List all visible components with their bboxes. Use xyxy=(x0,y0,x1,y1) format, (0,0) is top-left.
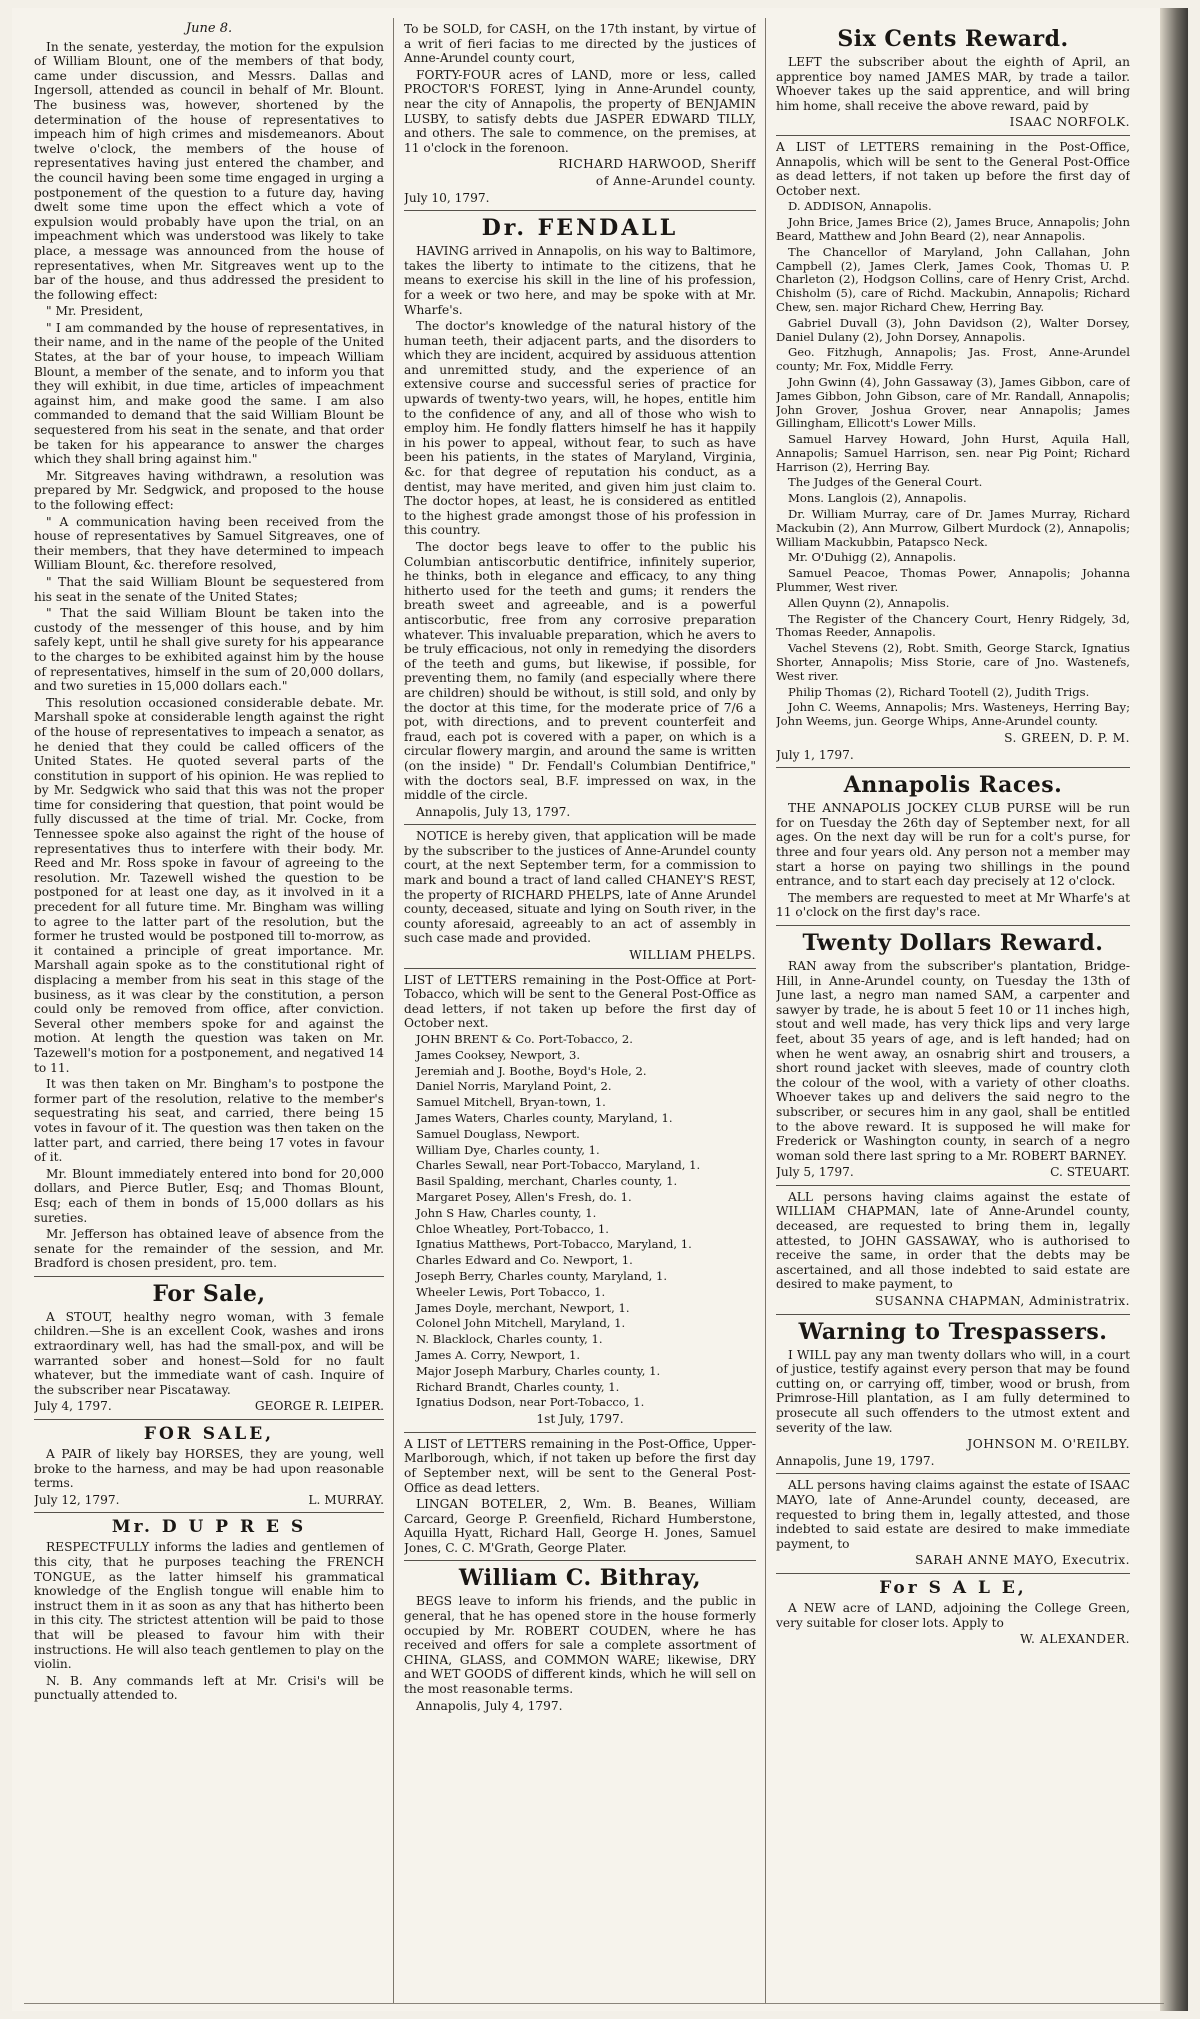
letters-port-tobacco-heading: LIST of LETTERS remaining in the Post-Office at Port-Tobacco, which will be sent to the General Post-Office as dead letters, if not taken up before the first day of October next. xyxy=(404,972,756,1031)
letter-entry: Geo. Fitzhugh, Annapolis; Jas. Frost, Anne-Arundel county; Mr. Fox, Middle Ferry. xyxy=(776,345,1130,374)
letter-entry: Samuel Mitchell, Bryan-town, 1. xyxy=(416,1095,606,1110)
ad-heading-dupres: Mr. D U P R E S xyxy=(111,1517,307,1538)
mayo-body: ALL persons having claims against the estate of ISAAC MAYO, late of Anne-Arundel county, deceased, are requested to bring them in, legally attested, and those indebted to said estate are desired to make immediate payment, to xyxy=(776,1478,1130,1551)
newspaper-page xyxy=(12,8,1188,2011)
letter-entry: Samuel Harvey Howard, John Hurst, Aquila Hall, Annapolis; Samuel Harrison, sen. near Pig Point; Richard Harrison (2), Herring Bay. xyxy=(776,432,1130,474)
mayo-signature: SARAH ANNE MAYO, Executrix. xyxy=(915,1553,1130,1568)
fendall-knowledge: The doctor's knowledge of the natural history of the human teeth, their adjacent parts, and the disorders to which they are incident, acquired by assiduous attention and unremitted study, and the experience of an extensive course and successful series of practice for upwards of twenty-two years, will, he hopes, entitle him to the confidence of any, and all of those who wish to employ him. He fondly flatters himself he has it happily in his power to appeal, without fear, to such as have been his patients, in the states of Maryland, Virginia, &c. for that degree of reputation his conduct, as a dentist, may have merited, and given him just claim to. The doctor hopes, at least, he is considered as entitled to the highest grade amongst those of his profession in this country. xyxy=(404,319,756,538)
races-meeting: The members are requested to meet at Mr Wharfe's at 11 o'clock on the first day's race. xyxy=(776,890,1130,920)
letter-entry: John Gwinn (4), John Gassaway (3), James Gibbon, care of James Gibbon, John Gibson, care of Mr. Randall, Annapolis; John Grover, Joshua Grover, near Annapolis; James Gillingham, Ellicott's Lower Mills. xyxy=(776,374,1130,431)
ad-date: July 5, 1797. xyxy=(776,1165,854,1180)
letter-entry: Richard Brandt, Charles county, 1. xyxy=(416,1379,620,1394)
ad-heading-twenty-dollars: Twenty Dollars Reward. xyxy=(802,929,1104,956)
fendall-dentifrice: The doctor begs leave to offer to the public his Columbian antiscorbutic dentifrice, infinitely superior, he thinks, both in elegance and efficacy, to any thing hitherto used for the teeth and gums; it renders the breath sweet and agreeable, and is a powerful antiscorbutic, free from any corrosive preparation whatever. This invaluable preparation, which he avers to be truly efficacious, not only in remedying the disorders of the teeth and gums, but likewise, if possible, for preventing them, no family (and especially where there are children) should be without, is still sold, and only by the doctor at this time, for the moderate price of 7/6 a pot, with directions, and to prevent counterfeit and fraud, each pot is covered with a paper, on which is a circular flowery margin, and around the same is written (on the inside) " Dr. Fendall's Columbian Dentifrice," with the doctors seal, B.F. impressed on wax, in the middle of the circle. xyxy=(404,540,756,803)
ad-signature: L. MURRAY. xyxy=(308,1492,384,1507)
letters-upper-marlborough-heading: A LIST of LETTERS remaining in the Post-Office, Upper-Marlborough, which, if not taken up before the first day of September next, will be sent to the General Post-Office as dead letters. xyxy=(404,1436,756,1495)
speech-salutation: " Mr. President, xyxy=(46,304,144,319)
letter-entry: Colonel John Mitchell, Maryland, 1. xyxy=(416,1316,626,1331)
column-rule xyxy=(765,18,766,2003)
communication-paragraph: " A communication having been received from the house of representatives by Samuel Sitgreaves, one of their members, that they have determined to impeach William Blount, &c. therefore resolved, xyxy=(34,514,384,573)
impeachment-speech: " I am commanded by the house of representatives, in their name, and in the name of the people of the United States, at the bar of your house, to impeach William Blount, a member of the senate, and to inform you that they will exhibit, in due time, articles of impeachment against him, and make good the same. I am also commanded to demand that the said William Blount be sequestered from his seat in the senate, and that order be taken for his appearance to answer the charges which they shall bring against him." xyxy=(34,320,384,467)
sheriff-sale-body: FORTY-FOUR acres of LAND, more or less, called PROCTOR'S FOREST, lying in Anne-Arundel county, near the city of Annapolis, the property of BENJAMIN LUSBY, to satisfy debts due JASPER EDWARD TILLY, and others. The sale to commence, on the premises, at 11 o'clock in the forenoon. xyxy=(404,67,756,155)
divider xyxy=(776,925,1130,926)
dateline: June 8. xyxy=(185,22,233,36)
letter-entry: Joseph Berry, Charles county, Maryland, 1. xyxy=(416,1268,668,1283)
letter-entry: James Doyle, merchant, Newport, 1. xyxy=(416,1300,630,1315)
divider xyxy=(404,824,756,825)
letter-entry: John C. Weems, Annapolis; Mrs. Wasteneys, Herring Bay; John Weems, jun. George Whips, Anne-Arundel county. xyxy=(776,700,1130,729)
ad-heading-bithray: William C. Bithray, xyxy=(458,1565,702,1592)
letters-annapolis-date: July 1, 1797. xyxy=(776,747,854,762)
divider xyxy=(776,1573,1130,1574)
letter-entry: Samuel Douglass, Newport. xyxy=(416,1126,580,1141)
letter-entry: Jeremiah and J. Boothe, Boyd's Hole, 2. xyxy=(416,1063,647,1078)
notice-body: NOTICE is hereby given, that application will be made by the subscriber to the justices of Anne-Arundel county court, at the next September term, for a commission to mark and bound a tract of land called CHANEY'S REST, the property of RICHARD PHELPS, late of Anne Arundel county, deceased, situate and lying on South river, in the county aforesaid, agreeably to an act of assembly in such case made and provided. xyxy=(404,829,756,946)
six-cents-signature: ISAAC NORFOLK. xyxy=(1009,115,1130,130)
debate-paragraph: This resolution occasioned considerable debate. Mr. Marshall spoke at considerable length against the right of the house of representatives to impeach a senator, as he denied that they could be called officers of the United States. He quoted several parts of the constitution in support of his opinion. He was replied to by Mr. Sedgwick who said that this was not the proper time for considering that question, that point would be fully discussed at the time of trial. Mr. Cocke, from Tennessee spoke also against the right of the house of representatives thus to interfere with their body. Mr. Reed and Mr. Ross spoke in favour of agreeing to the resolution. Mr. Tazewell wished the question to be postponed for at least one day, as it involved in it a precedent for all future time. Mr. Bingham was willing to agree to the latter part of the resolution, but the former he trusted would be postponed till to-morrow, as it contained a principle of great importance. Mr. Marshall again spoke as to the constitutional right of displacing a member from his seat in this stage of the business, as it was clear by the constitution, a person could only be removed from office, after conviction. Several other members spoke for and against the motion. At length the question was taken on Mr. Tazewell's motion for a postponement, and negatived 14 to 11. xyxy=(34,695,384,1075)
senate-report: In the senate, yesterday, the motion for the expulsion of William Blount, one of the members of that body, came under discussion, and Messrs. Dallas and Ingersoll, attended as council in behalf of Mr. Blount. The business was, however, shortened by the determination of the house of representatives to impeach him of high crimes and misdemeanors. About twelve o'clock, the members of the house of representatives having just entered the chamber, and the council having been some time engaged in urging a postponement of the question to a future day, having dwelt some time upon the effect which a vote of expulsion would probably have upon the trial, on an impeachment which was understood was likely to take place, a message was announced from the house of representatives, when Mr. Sitgreaves went up to the bar of the house, and thus addressed the president to the following effect: xyxy=(34,39,384,302)
letter-entry: Ignatius Matthews, Port-Tobacco, Maryland, 1. xyxy=(416,1237,692,1252)
letter-entry: James Waters, Charles county, Maryland, 1. xyxy=(416,1110,673,1125)
letters-annapolis-heading: A LIST of LETTERS remaining in the Post-Office, Annapolis, which will be sent to the General Post-Office as dead letters, if not taken up before the first day of October next. xyxy=(776,139,1130,198)
letters-port-tobacco-date: 1st July, 1797. xyxy=(536,1412,624,1427)
letter-entry: JOHN BRENT & Co. Port-Tobacco, 2. xyxy=(416,1032,633,1046)
notice-signature: WILLIAM PHELPS. xyxy=(629,948,756,963)
sheriff-signature: RICHARD HARWOOD, Sheriff xyxy=(558,157,756,172)
letter-entry: Ignatius Dodson, near Port-Tobacco, 1. xyxy=(416,1395,645,1410)
ad-signature: GEORGE R. LEIPER. xyxy=(254,1399,384,1414)
letter-entry: The Register of the Chancery Court, Henry Ridgely, 3d, Thomas Reeder, Annapolis. xyxy=(776,611,1130,640)
ad-heading-for-sale: For Sale, xyxy=(152,1280,266,1307)
ad-date: July 4, 1797. xyxy=(34,1399,112,1414)
letter-entry: Basil Spalding, merchant, Charles county, 1. xyxy=(416,1174,678,1189)
divider xyxy=(404,210,756,211)
twenty-dollars-body: RAN away from the subscriber's plantation, Bridge-Hill, in Anne-Arundel county, on Tuesday the 13th of June last, a negro man named SAM, a carpenter and sawyer by trade, he is about 5 feet 10 or 11 inches high, stout and well made, has very thick lips and very large feet, about 35 years of age, and is left handed; had on when he went away, an osnabrig shirt and trousers, a short round jacket with sleeves, made of country cloth the colour of the wool, with a variety of other cloaths. Whoever takes up and delivers the said negro to the subscriber, or secures him in any gaol, shall be entitled to the above reward. It is supposed he will make for Frederick or Washington county, in search of a negro woman sold there last spring to a Mr. ROBERT BARNEY. xyxy=(776,958,1130,1163)
divider xyxy=(776,1314,1130,1315)
resolution-intro: Mr. Sitgreaves having withdrawn, a resolution was prepared by Mr. Sedgwick, and proposed to the house to the following effect: xyxy=(34,468,384,512)
column-left xyxy=(34,22,384,2002)
trespass-body: I WILL pay any man twenty dollars who will, in a court of justice, testify against every person that may be found cutting on, or carrying off, timber, wood or brush, from Primrose-Hill plantation, as I am fully determined to prosecute all such offenders to the utmost extent and severity of the law. xyxy=(776,1347,1130,1435)
ad-horses-body: A PAIR of likely bay HORSES, they are young, well broke to the harness, and may be had upon reasonable terms. xyxy=(34,1447,384,1491)
letter-entry: William Dye, Charles county, 1. xyxy=(416,1142,600,1157)
letter-entry: Gabriel Duvall (3), John Davidson (2), Walter Dorsey, Daniel Dulany (2), John Dorsey, Annapolis. xyxy=(776,315,1130,344)
divider xyxy=(404,1560,756,1561)
jefferson-paragraph: Mr. Jefferson has obtained leave of absence from the senate for the remainder of the session, and Mr. Bradford is chosen president, pro. tem. xyxy=(34,1227,384,1271)
divider xyxy=(776,767,1130,768)
land-sale-body: A NEW acre of LAND, adjoining the College Green, very suitable for closer lots. Apply to xyxy=(776,1600,1130,1630)
sheriff-signature-county: of Anne-Arundel county. xyxy=(595,173,756,188)
ad-dupres-body: RESPECTFULLY informs the ladies and gentlemen of this city, that he purposes teaching the FRENCH TONGUE, as the latter himself his grammatical knowledge of the English tongue will enable him to instruct them in it as soon as any that has hitherto been in this city. The strictest attention will be paid to those that will be pleased to favour him with their instructions. He will also teach gentlemen to play on the violin. xyxy=(34,1540,384,1672)
bithray-body: BEGS leave to inform his friends, and the public in general, that he has opened store in the house formerly occupied by Mr. ROBERT COUDEN, where he has received and offers for sale a complete assortment of CHINA, GLASS, and COMMON WARE; likewise, DRY and WET GOODS of different kinds, which he will sell on the most reasonable terms. xyxy=(404,1594,756,1697)
page-binding-edge xyxy=(1160,8,1188,2011)
resolve-sequester: " That the said William Blount be sequestered from his seat in the senate of the United States; xyxy=(34,574,384,604)
letter-entry: Mr. O'Duhigg (2), Annapolis. xyxy=(788,550,957,565)
ad-heading-races: Annapolis Races. xyxy=(843,772,1063,799)
sheriff-date: July 10, 1797. xyxy=(404,190,490,205)
trespass-signature: JOHNSON M. O'REILBY. xyxy=(967,1437,1130,1452)
letters-port-tobacco-list xyxy=(404,1033,756,1410)
ad-heading-trespassers: Warning to Trespassers. xyxy=(798,1318,1108,1345)
letter-entry: Vachel Stevens (2), Robt. Smith, George Starck, Ignatius Shorter, Annapolis; Miss Storie, care of Jno. Wastenefs, West river. xyxy=(776,641,1130,683)
sheriff-sale-intro: To be SOLD, for CASH, on the 17th instant, by virtue of a writ of fieri facias to me directed by the justices of Anne-Arundel county court, xyxy=(404,22,756,66)
letter-entry: Charles Sewall, near Port-Tobacco, Maryland, 1. xyxy=(416,1158,701,1173)
letter-entry: Charles Edward and Co. Newport, 1. xyxy=(416,1253,633,1268)
divider xyxy=(404,1432,756,1433)
races-body: THE ANNAPOLIS JOCKEY CLUB PURSE will be run for on Tuesday the 26th day of September next, for all ages. On the next day will be run for a colt's purse, for three and four years old. Any person not a member may start a horse on paying two shillings in the pound entrance, and to start each day precisely at 12 o'clock. xyxy=(776,801,1130,889)
letter-entry: Philip Thomas (2), Richard Tootell (2), Judith Trigs. xyxy=(788,684,1090,699)
letter-entry: The Judges of the General Court. xyxy=(788,475,983,490)
divider xyxy=(34,1419,384,1420)
letter-entry: Margaret Posey, Allen's Fresh, do. 1. xyxy=(416,1189,632,1204)
letter-entry: D. ADDISON, Annapolis. xyxy=(788,199,932,214)
ad-heading-six-cents: Six Cents Reward. xyxy=(837,26,1069,52)
letter-entry: John S Haw, Charles county, 1. xyxy=(416,1205,597,1220)
letters-annapolis-list xyxy=(776,200,1130,729)
ad-date: July 12, 1797. xyxy=(34,1492,120,1507)
divider xyxy=(404,968,756,969)
letter-entry: Daniel Norris, Maryland Point, 2. xyxy=(416,1079,612,1094)
ad-dupres-note: N. B. Any commands left at Mr. Crisi's will be punctually attended to. xyxy=(34,1673,384,1703)
letter-entry: Samuel Peacoe, Thomas Power, Annapolis; Johanna Plummer, West river. xyxy=(776,566,1130,595)
land-sale-signature: W. ALEXANDER. xyxy=(1020,1632,1130,1647)
letter-entry: The Chancellor of Maryland, John Callahan, John Campbell (2), James Clerk, James Cook, Thomas U. P. Charleton (2), Hodgson Collins, care of Henry Crist, Archd. Chisholm (5), care of Richd. Mackubin, Annapolis; Richard Chew, sen. major Richard Chew, Herring Bay. xyxy=(776,244,1130,314)
ad-heading-horses: FOR SALE, xyxy=(143,1424,275,1445)
divider xyxy=(776,1473,1130,1474)
divider xyxy=(34,1512,384,1513)
ad-for-sale-body: A STOUT, healthy negro woman, with 3 female children.—She is an excellent Cook, washes and irons extraordinary well, has had the small-pox, and will be warranted sober and honest—Sold for no fault whatever, but the immediate want of cash. Inquire of the subscriber near Piscataway. xyxy=(34,1309,384,1397)
fendall-date: Annapolis, July 13, 1797. xyxy=(416,804,571,819)
divider xyxy=(776,135,1130,136)
fendall-intro: HAVING arrived in Annapolis, on his way to Baltimore, takes the liberty to intimate to the citizens, that he means to exercise his skill in the line of his profession, for a week or two here, and may be spoke with at Mr. Wharfe's. xyxy=(404,244,756,317)
bond-paragraph: Mr. Blount immediately entered into bond for 20,000 dollars, and Pierce Butler, Esq; and Thomas Blount, Esq; each of them in bonds of 15,000 dollars as his sureties. xyxy=(34,1166,384,1225)
chapman-body: ALL persons having claims against the estate of WILLIAM CHAPMAN, late of Anne-Arundel county, deceased, are requested to bring them in, legally attested, to JOHN GASSAWAY, who is authorised to receive the same, in order that the debts may be ascertained, and all those indebted to said estate are desired to make payment, to xyxy=(776,1189,1130,1292)
ad-horses-footer xyxy=(34,1493,384,1508)
column-middle xyxy=(404,22,756,2002)
ad-heading-fendall: Dr. FENDALL xyxy=(481,215,679,242)
letter-entry: Major Joseph Marbury, Charles county, 1. xyxy=(416,1363,661,1378)
six-cents-body: LEFT the subscriber about the eighth of April, an apprentice boy named JAMES MAR, by trade a tailor. Whoever takes up the said apprentice, and will bring him home, shall receive the above reward, paid by xyxy=(776,55,1130,113)
bottom-rule xyxy=(24,2003,1164,2004)
letter-entry: James Cooksey, Newport, 3. xyxy=(416,1047,581,1062)
letter-entry: Wheeler Lewis, Port Tobacco, 1. xyxy=(416,1284,606,1299)
letter-entry: N. Blacklock, Charles county, 1. xyxy=(416,1332,603,1347)
letter-entry: John Brice, James Brice (2), James Bruce, Annapolis; John Beard, Matthew and John Beard (2), near Annapolis. xyxy=(776,215,1130,243)
divider xyxy=(776,1185,1130,1186)
resolve-custody: " That the said William Blount be taken into the custody of the messenger of this house, and by him safely kept, until he shall give surety for his appearance to the charges to be exhibited against him by the house of representatives, himself in the sum of 20,000 dollars, and two sureties in 15,000 dollars each." xyxy=(34,606,384,694)
letter-entry: Dr. William Murray, care of Dr. James Murray, Richard Mackubin (2), Ann Murrow, Gilbert Murdock (2), Annapolis; William Mackubbin, Patapsco Neck. xyxy=(776,507,1130,549)
letter-entry: Allen Quynn (2), Annapolis. xyxy=(788,595,950,610)
letter-entry: James A. Corry, Newport, 1. xyxy=(416,1347,581,1362)
column-right xyxy=(776,22,1130,2002)
vote-paragraph: It was then taken on Mr. Bingham's to postpone the former part of the resolution, relative to the member's sequestrating his seat, and carried, there being 15 votes in favour of it. The question was then taken on the latter part, and carried, there being 17 votes in favour of it. xyxy=(34,1077,384,1165)
letters-annapolis-signature: S. GREEN, D. P. M. xyxy=(1004,731,1130,746)
twenty-dollars-footer xyxy=(776,1165,1130,1180)
ad-heading-land-sale: For S A L E, xyxy=(879,1577,1027,1598)
letter-entry: Chloe Wheatley, Port-Tobacco, 1. xyxy=(416,1221,609,1236)
bithray-date: Annapolis, July 4, 1797. xyxy=(416,1698,563,1713)
letter-entry: Mons. Langlois (2), Annapolis. xyxy=(788,491,967,506)
chapman-signature: SUSANNA CHAPMAN, Administratrix. xyxy=(874,1294,1130,1309)
ad-signature: C. STEUART. xyxy=(1050,1165,1130,1180)
trespass-date: Annapolis, June 19, 1797. xyxy=(776,1453,935,1468)
letters-upper-marlborough-list: LINGAN BOTELER, 2, Wm. B. Beanes, William Carcard, George P. Greenfield, Richard Humberstone, Aquilla Hyatt, Richard Hall, George H. Jones, Samuel Jones, C. C. M'Grath, George Plater. xyxy=(404,1497,756,1555)
ad-for-sale-footer xyxy=(34,1399,384,1414)
divider xyxy=(34,1276,384,1277)
column-rule xyxy=(393,18,394,2003)
